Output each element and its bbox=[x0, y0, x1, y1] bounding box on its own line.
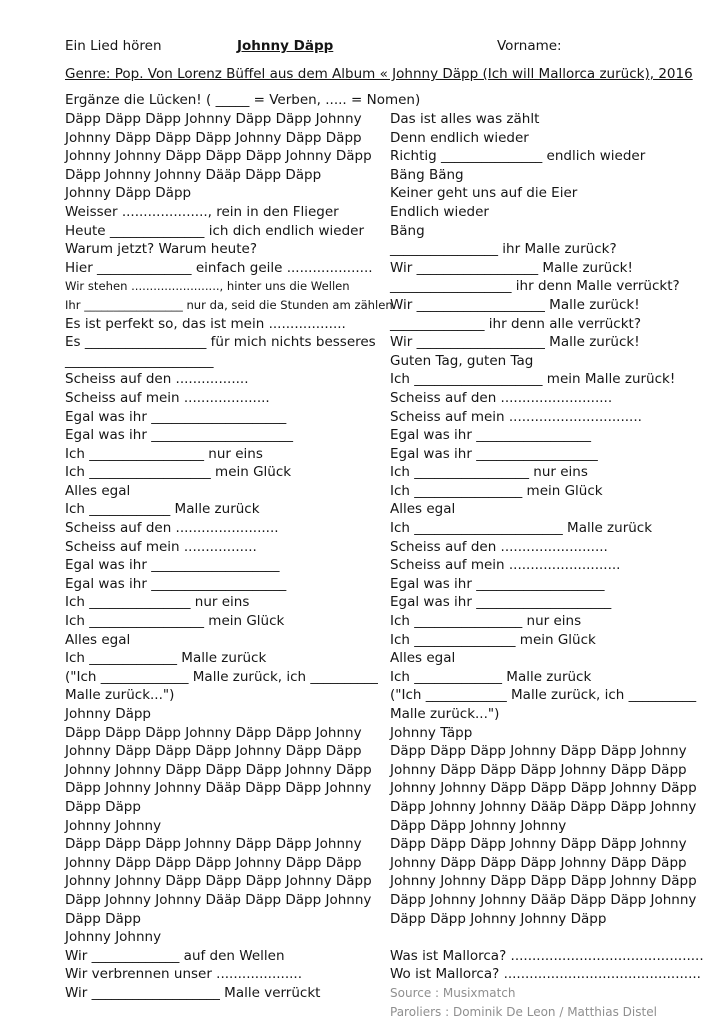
lyric-line: Egal was ihr ____________________ bbox=[65, 408, 287, 425]
lyric-line: Was ist Mallorca? ............................................. bbox=[390, 947, 704, 964]
lyric-line bbox=[390, 928, 714, 947]
lyric-line: Ich _________________ nur eins bbox=[65, 445, 263, 462]
genre-line: Genre: Pop. Von Lorenz Büffel aus dem Album « Johnny Däpp (Ich will Mallorca zurück), 2016 bbox=[65, 66, 693, 82]
lyric-line: Johnny Däpp Däpp Däpp Johnny Däpp Däpp bbox=[390, 761, 687, 778]
lyric-line: Scheiss auf mein .................... bbox=[65, 389, 270, 406]
lyric-line: Bäng Bäng bbox=[390, 166, 464, 183]
lyric-line: Source : Musixmatch bbox=[390, 985, 516, 1000]
lyric-line: Ich ______________________ Malle zurück bbox=[390, 520, 653, 537]
lyric-line: Ich _______________ mein Glück bbox=[390, 631, 596, 648]
lyric-line: Däpp Däpp bbox=[65, 910, 141, 927]
lyric-line: Das ist alles was zählt bbox=[390, 111, 540, 127]
lyric-line: Egal was ihr ___________________ bbox=[65, 557, 280, 574]
lyric-line: ("Ich _____________ Malle zurück, ich __________ bbox=[65, 668, 378, 685]
lyric-line: Ich ________________ mein Glück bbox=[390, 482, 603, 499]
lyric-line: Bäng bbox=[390, 222, 425, 239]
lyric-line: Johnny Däpp Däpp Däpp Johnny Däpp Däpp bbox=[65, 743, 362, 760]
lyrics-column-left bbox=[65, 110, 393, 1003]
lyric-line: Richtig _______________ endlich wieder bbox=[390, 148, 646, 165]
lyric-line: ________________ ihr Malle zurück? bbox=[390, 241, 617, 258]
lyric-line: Johnny Däpp bbox=[65, 706, 151, 722]
lyric-line: Johnny Johnny bbox=[65, 929, 162, 946]
lyric-line: Däpp Däpp Däpp Johnny Däpp Däpp Johnny bbox=[65, 111, 362, 127]
lyric-line: Ich _________________ mein Glück bbox=[65, 613, 285, 630]
lyric-line: Däpp Johnny Johnny Dääp Däpp Däpp Johnny bbox=[65, 780, 372, 797]
lyric-line: Johnny Johnny Däpp Däpp Däpp Johnny Däpp bbox=[390, 780, 697, 797]
lyric-line: Däpp Däpp Johnny Johnny bbox=[390, 817, 567, 834]
lyric-line: Alles egal bbox=[65, 482, 131, 499]
lyric-line: Wir ___________________ Malle zurück! bbox=[390, 334, 640, 351]
lyric-line: Johnny Johnny bbox=[65, 817, 162, 834]
lyric-line: Scheiss auf den .......................... bbox=[390, 389, 613, 406]
lyric-line: Däpp Däpp bbox=[65, 798, 141, 815]
lyric-line: ("Ich ____________ Malle zurück, ich __________ bbox=[390, 687, 697, 704]
lyric-line: __________________ ihr denn Malle verrückt? bbox=[390, 278, 680, 295]
lyric-line: Johnny Däpp Däpp Däpp Johnny Däpp Däpp bbox=[390, 854, 687, 871]
lyric-line: Keiner geht uns auf die Eier bbox=[390, 185, 578, 202]
lyric-line: Wir __________________ Malle zurück! bbox=[390, 259, 633, 276]
lesson-label: Ein Lied hören bbox=[65, 38, 162, 54]
lyric-line: Egal was ihr _________________ bbox=[390, 427, 591, 444]
lyric-line: Johnny Däpp Däpp Däpp Johnny Däpp Däpp bbox=[65, 129, 362, 146]
lyric-line: Däpp Däpp Däpp Johnny Däpp Däpp Johnny bbox=[390, 836, 687, 853]
lyric-line: Ich ___________________ mein Malle zurück! bbox=[390, 371, 676, 388]
lyric-line: Ihr _________________ nur da, seid die Stunden am zählen bbox=[65, 297, 393, 312]
lyric-line: Johnny Johnny Däpp Däpp Däpp Johnny Däpp bbox=[65, 148, 372, 165]
lyric-line: Malle zurück...") bbox=[65, 687, 175, 704]
lyric-line: Däpp Johnny Johnny Dääp Däpp Däpp bbox=[65, 166, 322, 183]
lyric-line: Ich ____________ Malle zurück bbox=[65, 501, 260, 518]
song-title: Johnny Däpp bbox=[237, 38, 334, 54]
lyric-line: Guten Tag, guten Tag bbox=[390, 352, 534, 369]
lyric-line: Warum jetzt? Warum heute? bbox=[65, 241, 257, 258]
lyric-line: Alles egal bbox=[390, 501, 456, 518]
lyric-line: Däpp Johnny Johnny Dääp Däpp Däpp Johnny bbox=[390, 891, 697, 908]
lyric-line: Johnny Johnny Däpp Däpp Däpp Johnny Däpp bbox=[65, 873, 372, 890]
lyric-line: Ich _________________ nur eins bbox=[390, 464, 588, 481]
lyric-line: Johnny Däpp Däpp bbox=[65, 185, 192, 202]
lyric-line: Scheiss auf mein .......................... bbox=[390, 557, 621, 574]
lyric-line: Ich ________________ nur eins bbox=[390, 613, 582, 630]
lyric-line: Egal was ihr ____________________ bbox=[65, 575, 287, 592]
lyric-line: Endlich wieder bbox=[390, 203, 489, 220]
lyric-line: Scheiss auf mein ............................... bbox=[390, 408, 642, 425]
lyric-line: Alles egal bbox=[390, 650, 456, 667]
name-label: Vorname: bbox=[497, 38, 562, 54]
lyric-line: Es __________________ für mich nichts besseres bbox=[65, 334, 376, 351]
lyric-line: ______________ ihr denn alle verrückt? bbox=[390, 315, 642, 332]
lyric-line: Scheiss auf den ......................... bbox=[390, 538, 608, 555]
lyric-line: Wir verbrennen unser .................... bbox=[65, 966, 303, 983]
lyric-line: Heute ______________ ich dich endlich wieder bbox=[65, 222, 365, 239]
lyric-line: Egal was ihr __________________ bbox=[390, 445, 598, 462]
instructions: Ergänze die Lücken! ( _____ = Verben, ..... = Nomen) bbox=[65, 92, 421, 108]
lyric-line: Wir _____________ auf den Wellen bbox=[65, 947, 285, 964]
lyric-line: Däpp Däpp Däpp Johnny Däpp Däpp Johnny bbox=[65, 724, 362, 741]
lyric-line: Paroliers : Dominik De Leon / Matthias Distel bbox=[390, 1004, 657, 1019]
lyric-line: Denn endlich wieder bbox=[390, 129, 529, 146]
lyric-line: Hier ______________ einfach geile .................... bbox=[65, 259, 373, 276]
lyrics-column-right bbox=[390, 110, 714, 1021]
lyric-line: Scheiss auf den ........................ bbox=[65, 520, 279, 537]
lyric-line: Alles egal bbox=[65, 631, 131, 648]
lyric-line: Däpp Johnny Johnny Dääp Däpp Däpp Johnny bbox=[390, 798, 697, 815]
lyric-line: Wo ist Mallorca? .............................................. bbox=[390, 966, 701, 983]
lyric-line: Johnny Däpp Däpp Däpp Johnny Däpp Däpp bbox=[65, 854, 362, 871]
lyric-line: Egal was ihr _____________________ bbox=[65, 427, 293, 444]
lyric-line: Johnny Täpp bbox=[390, 724, 473, 741]
lyric-line: Däpp Johnny Johnny Dääp Däpp Däpp Johnny bbox=[65, 891, 372, 908]
lyric-line: Wir ___________________ Malle verrückt bbox=[65, 984, 321, 1001]
lyric-line: Johnny Johnny Däpp Däpp Däpp Johnny Däpp bbox=[390, 873, 697, 890]
lyric-line: Scheiss auf den ................. bbox=[65, 371, 249, 388]
lyric-line: Wir stehen ........................, hinter uns die Wellen bbox=[65, 279, 350, 294]
lyric-line: Johnny Johnny Däpp Däpp Däpp Johnny Däpp bbox=[65, 761, 372, 778]
lyric-line: Scheiss auf mein ................. bbox=[65, 538, 257, 555]
lyric-line: Ich __________________ mein Glück bbox=[65, 464, 292, 481]
lyric-line: ______________________ bbox=[65, 352, 214, 369]
lyric-line: Ich _______________ nur eins bbox=[65, 594, 250, 611]
lyric-line: Ich _____________ Malle zurück bbox=[390, 668, 592, 685]
lyric-line: Malle zurück...") bbox=[390, 706, 500, 722]
lyric-line: Wir ___________________ Malle zurück! bbox=[390, 296, 640, 313]
lyric-line: Es ist perfekt so, das ist mein .................. bbox=[65, 315, 346, 332]
lyric-line: Weisser ...................., rein in den Flieger bbox=[65, 203, 339, 220]
lyric-line: Däpp Däpp Däpp Johnny Däpp Däpp Johnny bbox=[65, 836, 362, 853]
lyric-line: Egal was ihr ___________________ bbox=[390, 575, 605, 592]
lyric-line: Däpp Däpp Johnny Johnny Däpp bbox=[390, 910, 607, 927]
lyric-line: Egal was ihr ____________________ bbox=[390, 594, 612, 611]
lyric-line: Däpp Däpp Däpp Johnny Däpp Däpp Johnny bbox=[390, 743, 687, 760]
lyric-line: Ich _____________ Malle zurück bbox=[65, 650, 267, 667]
